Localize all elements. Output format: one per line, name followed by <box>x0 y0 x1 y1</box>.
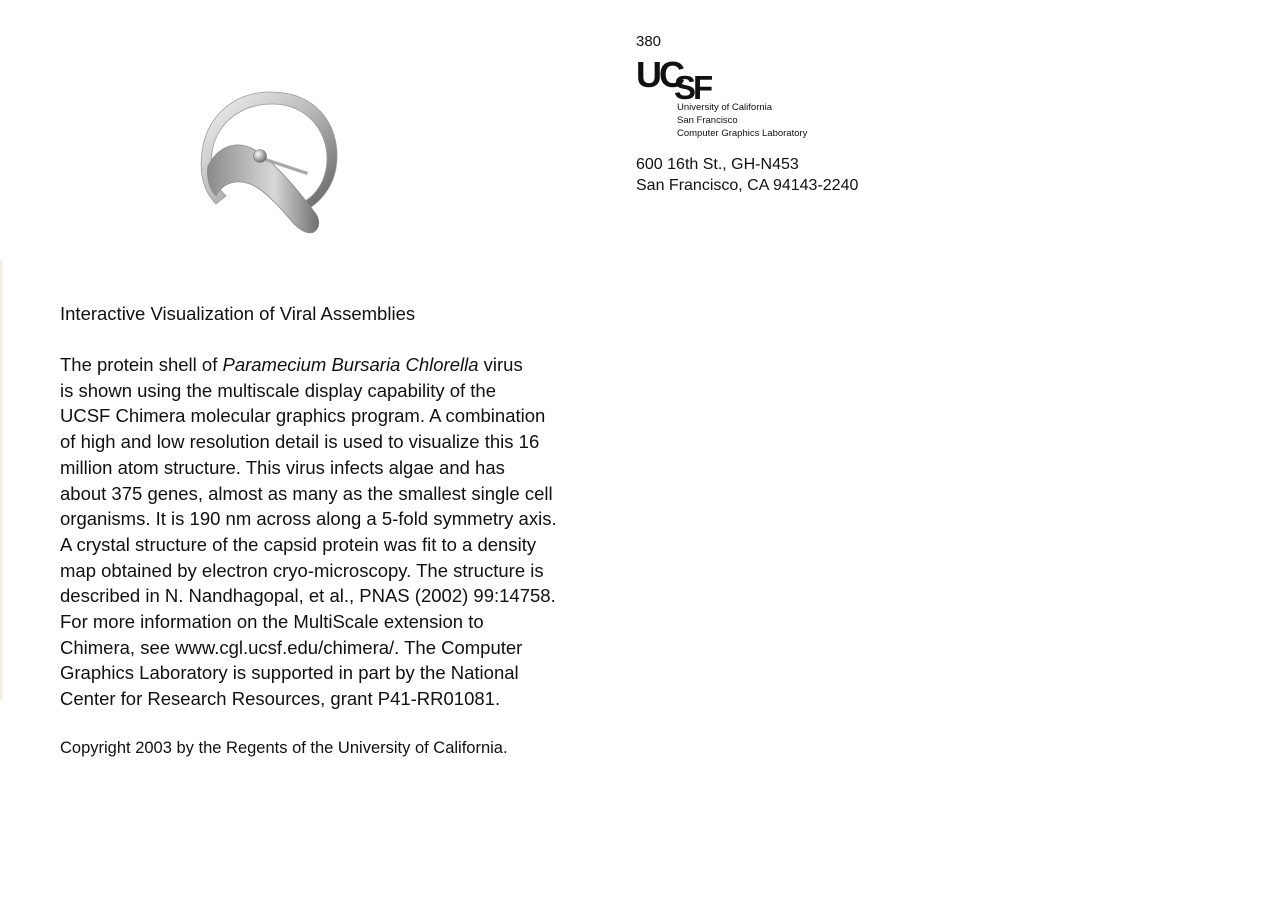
description-line: described in N. Nandhagopal, et al., PNAS (2002) 99:14758. <box>60 585 556 607</box>
description-line: million atom structure. This virus infects algae and has <box>60 456 505 478</box>
description-line: of high and low resolution detail is used to visualize this 16 <box>60 431 540 453</box>
address-line-city: San Francisco, CA 94143-2240 <box>636 177 859 194</box>
description-line: is shown using the multiscale display capability of the <box>60 379 497 401</box>
description-line <box>60 352 557 378</box>
address-line-street: 600 16th St., GH-N453 <box>636 156 799 173</box>
description-line: organisms. It is 190 nm across along a 5-fold symmetry axis. <box>60 508 557 530</box>
copyright-notice: Copyright 2003 by the Regents of the University of California. <box>60 739 508 757</box>
description-line: Chimera, see www.cgl.ucsf.edu/chimera/. The Computer <box>60 636 523 658</box>
description-line: Center for Research Resources, grant P41-RR01081. <box>60 688 501 710</box>
description-paragraph <box>60 352 557 712</box>
description-line: UCSF Chimera molecular graphics program. A combination <box>60 405 546 427</box>
description-line: A crystal structure of the capsid protein was fit to a density <box>60 533 537 555</box>
page-edge-tint <box>0 260 4 700</box>
description-line: Graphics Laboratory is supported in part by the National <box>60 662 519 684</box>
ucsf-logo <box>636 55 726 103</box>
mailing-address <box>636 154 858 196</box>
institution-line-city: San Francisco <box>677 115 738 126</box>
svg-text:SF: SF <box>674 69 711 103</box>
description-line: For more information on the MultiScale extension to <box>60 611 484 633</box>
chimera-swirl-logo-icon <box>198 86 344 236</box>
page-number: 380 <box>636 33 662 50</box>
description-line-prefix: The protein shell of <box>60 354 223 375</box>
virus-name-italic: Paramecium Bursaria Chlorella <box>222 354 479 375</box>
institution-line-university: University of California <box>677 102 773 113</box>
description-line: about 375 genes, almost as many as the smallest single cell <box>60 482 553 504</box>
svg-text:UC: UC <box>636 55 682 95</box>
card-title: Interactive Visualization of Viral Assemblies <box>60 303 416 324</box>
description-line: map obtained by electron cryo-microscopy. The structure is <box>60 559 544 581</box>
description-line-suffix: virus <box>478 354 523 375</box>
institution-lines <box>677 101 807 140</box>
institution-line-lab: Computer Graphics Laboratory <box>677 128 808 139</box>
